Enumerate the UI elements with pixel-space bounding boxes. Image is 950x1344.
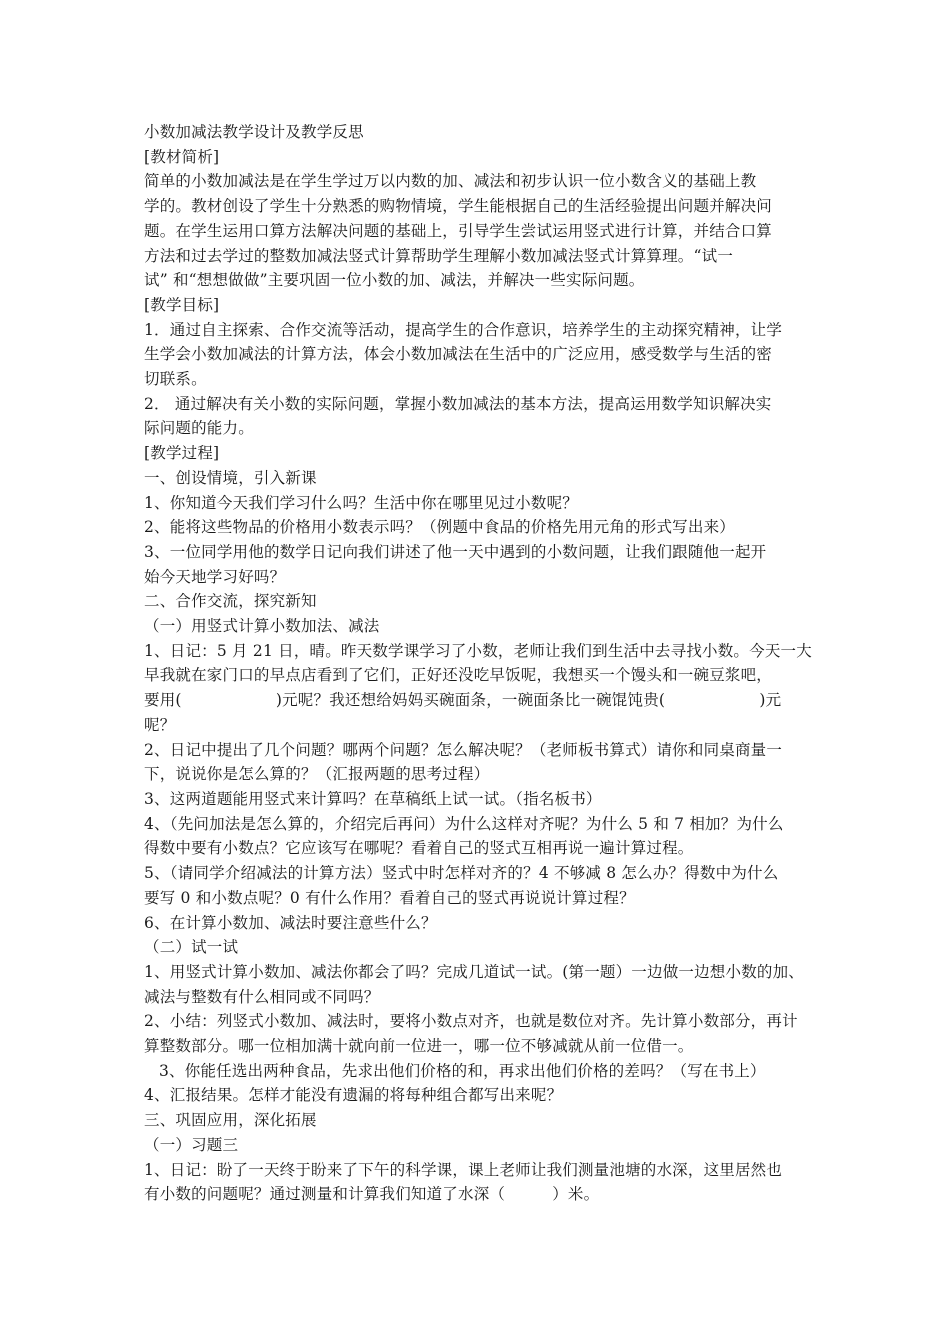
paragraph-line: 6、在计算小数加、减法时要注意些什么？ xyxy=(144,913,437,932)
section-heading: [教学过程] xyxy=(144,444,220,463)
paragraph-line: 2． 通过解决有关小数的实际问题，掌握小数加减法的基本方法，提高运用数学知识解决实 xyxy=(144,394,772,413)
paragraph-line: 要用( )元呢？我还想给妈妈买碗面条，一碗面条比一碗馄饨贵( )元 xyxy=(144,691,782,710)
paragraph-line: 1、日记：5 月 21 日，晴。昨天数学课学习了小数，老师让我们到生活中去寻找小数。今天一大 xyxy=(144,641,812,660)
subsection-heading: （一）用竖式计算小数加法、减法 xyxy=(144,617,380,636)
subsection-heading: （一）习题三 xyxy=(144,1135,239,1154)
paragraph-line: 5、（请同学介绍减法的计算方法）竖式中时怎样对齐的？4 不够减 8 怎么办？得数中为什么 xyxy=(144,864,779,883)
paragraph-line: 1、你知道今天我们学习什么吗？生活中你在哪里见过小数呢？ xyxy=(144,493,578,512)
subsection-heading: （二）试一试 xyxy=(144,938,239,957)
paragraph-line: 减法与整数有什么相同或不同吗？ xyxy=(144,987,380,1006)
paragraph-line: 生学会小数加减法的计算方法，体会小数加减法在生活中的广泛应用，感受数学与生活的密 xyxy=(144,345,773,364)
document-body xyxy=(144,120,824,1207)
paragraph-line: 2、日记中提出了几个问题？哪两个问题？怎么解决呢？（老师板书算式）请你和同桌商量一 xyxy=(144,740,783,759)
paragraph-line: 3、一位同学用他的数学日记向我们讲述了他一天中遇到的小数问题，让我们跟随他一起开 xyxy=(144,542,767,561)
paragraph-line: 方法和过去学过的整数加减法竖式计算帮助学生理解小数加减法竖式计算算理。“试一 xyxy=(144,246,734,265)
paragraph-line: 1．通过自主探索、合作交流等活动，提高学生的合作意识，培养学生的主动探究精神，让学 xyxy=(144,320,783,339)
subsection-heading: 二、合作交流，探究新知 xyxy=(144,592,317,611)
paragraph-line: 试” 和“想想做做”主要巩固一位小数的加、减法，并解决一些实际问题。 xyxy=(144,271,645,290)
paragraph-line: 1、日记：盼了一天终于盼来了下午的科学课，课上老师让我们测量池塘的水深，这里居然也 xyxy=(144,1160,783,1179)
paragraph-line: 3、你能任选出两种食品，先求出他们价格的和，再求出他们价格的差吗？（写在书上） xyxy=(159,1061,766,1080)
paragraph-line: 4、（先问加法是怎么算的，介绍完后再问）为什么这样对齐呢？为什么 5 和 7 相加？为什么 xyxy=(144,814,784,833)
paragraph-line: 呢？ xyxy=(144,715,176,734)
paragraph-line: 有小数的问题呢？通过测量和计算我们知道了水深（ ）米。 xyxy=(144,1185,600,1204)
paragraph-line: 始今天地学习好吗？ xyxy=(144,567,286,586)
paragraph-line: 4、汇报结果。怎样才能没有遗漏的将每种组合都写出来呢？ xyxy=(144,1086,563,1105)
document-title: 小数加减法教学设计及教学反思 xyxy=(144,123,364,141)
paragraph-line: 题。在学生运用口算方法解决问题的基础上，引导学生尝试运用竖式进行计算，并结合口算 xyxy=(144,221,773,240)
paragraph-line: 1、用竖式计算小数加、减法你都会了吗？完成几道试一试。(第一题）一边做一边想小数的加、 xyxy=(144,962,805,981)
section-heading: [教学目标] xyxy=(144,295,220,314)
paragraph-line: 简单的小数加减法是在学生学过万以内数的加、减法和初步认识一位小数含义的基础上教 xyxy=(144,172,757,191)
paragraph-line: 得数中要有小数点？它应该写在哪呢？看着自己的竖式互相再说一遍计算过程。 xyxy=(144,839,694,858)
paragraph-line: 早我就在家门口的早点店看到了它们，正好还没吃早饭呢，我想买一个馒头和一碗豆浆吧， xyxy=(144,666,773,685)
subsection-heading: 三、巩固应用，深化拓展 xyxy=(144,1111,317,1130)
paragraph-line: 算整数部分。哪一位相加满十就向前一位进一，哪一位不够减就从前一位借一。 xyxy=(144,1037,694,1056)
section-heading: [教材简析] xyxy=(144,147,220,166)
paragraph-line: 学的。教材创设了学生十分熟悉的购物情境，学生能根据自己的生活经验提出问题并解决问 xyxy=(144,197,773,216)
paragraph-line: 2、能将这些物品的价格用小数表示吗？（例题中食品的价格先用元角的形式写出来） xyxy=(144,518,735,537)
paragraph-line: 要写 0 和小数点呢？0 有什么作用？看着自己的竖式再说说计算过程？ xyxy=(144,888,635,907)
paragraph-line: 切联系。 xyxy=(144,370,207,389)
paragraph-line: 2、小结：列竖式小数加、减法时，要将小数点对齐，也就是数位对齐。先计算小数部分，再计 xyxy=(144,1012,798,1031)
paragraph-line: 下，说说你是怎么算的？（汇报两题的思考过程） xyxy=(144,765,490,784)
paragraph-line: 际问题的能力。 xyxy=(144,419,254,438)
paragraph-line: 3、这两道题能用竖式来计算吗？在草稿纸上试一试。（指名板书） xyxy=(144,789,602,808)
subsection-heading: 一、创设情境，引入新课 xyxy=(144,468,317,487)
